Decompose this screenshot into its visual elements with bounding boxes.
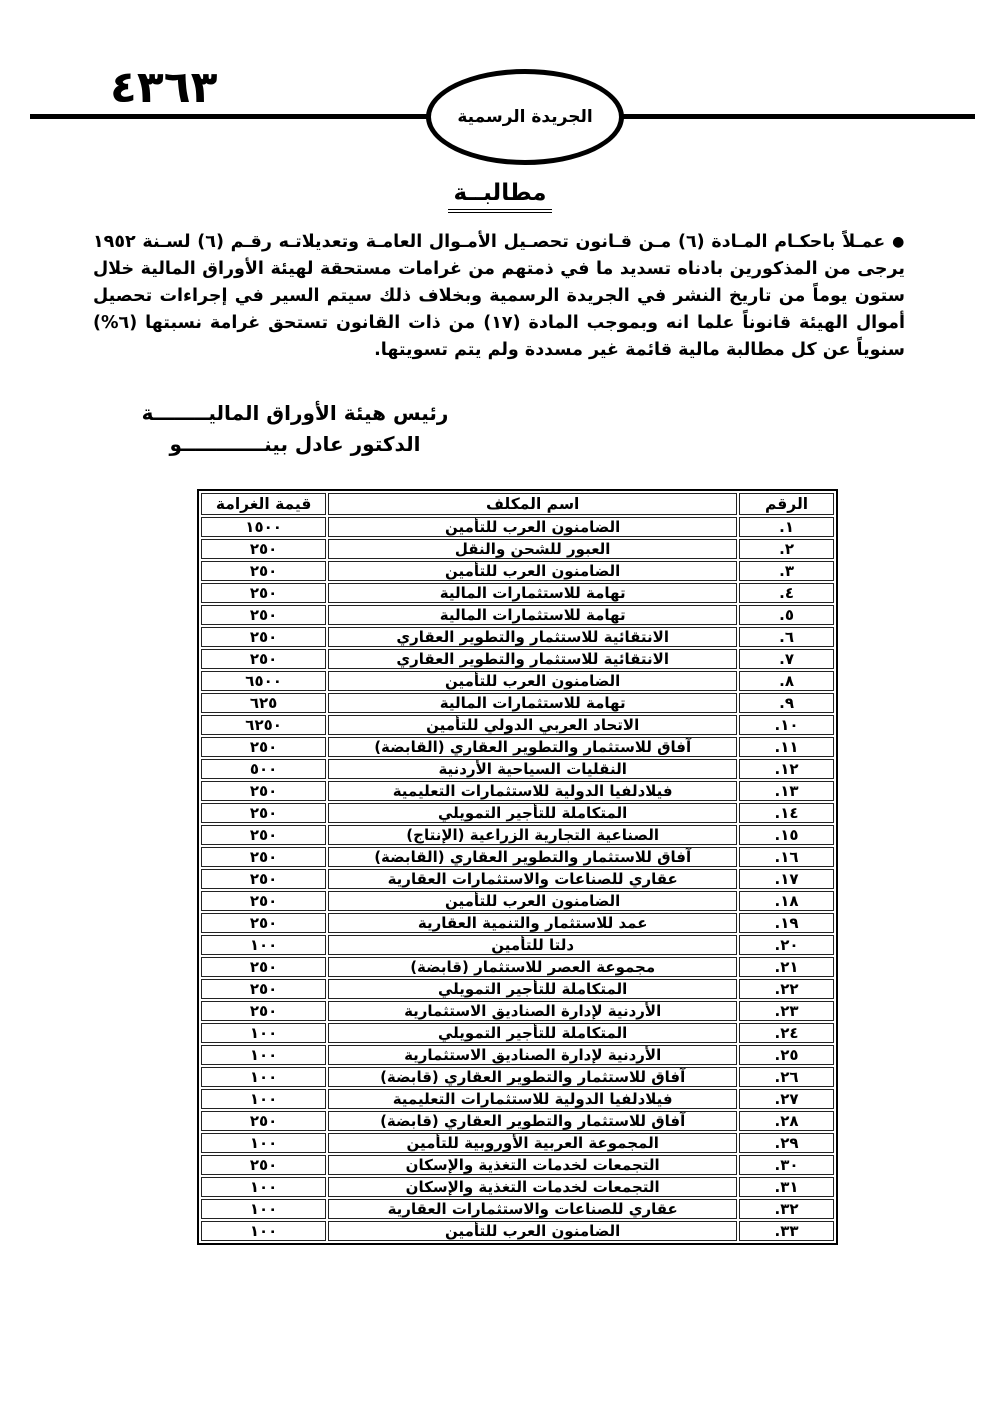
table-row bbox=[201, 957, 834, 977]
taxpayer-name-cell: الانتقائية للاستثمار والتطوير العقاري bbox=[328, 627, 737, 647]
signature-name: الدكتور عادل بينــــــــــــو bbox=[169, 432, 421, 456]
table-row bbox=[201, 539, 834, 559]
taxpayer-name-cell: النقليات السياحية الأردنية bbox=[328, 759, 737, 779]
row-number-cell: ٥. bbox=[739, 605, 834, 625]
fine-value-cell: ٢٥٠ bbox=[201, 649, 326, 669]
taxpayer-name-cell: الضامنون العرب للتأمين bbox=[328, 671, 737, 691]
row-number-cell: ١٨. bbox=[739, 891, 834, 911]
header-number: الرقم bbox=[739, 493, 834, 515]
fine-value-cell: ٢٥٠ bbox=[201, 825, 326, 845]
table-row bbox=[201, 1067, 834, 1087]
taxpayer-name-cell: عمد للاستثمار والتنمية العقارية bbox=[328, 913, 737, 933]
table-row bbox=[201, 979, 834, 999]
taxpayer-name-cell: مجموعة العصر للاستثمار (قابضة) bbox=[328, 957, 737, 977]
row-number-cell: ٨. bbox=[739, 671, 834, 691]
taxpayer-name-cell: آفاق للاستثمار والتطوير العقاري (قابضة) bbox=[328, 1111, 737, 1131]
row-number-cell: ١٠. bbox=[739, 715, 834, 735]
fine-value-cell: ١٠٠ bbox=[201, 935, 326, 955]
fine-value-cell: ٢٥٠ bbox=[201, 847, 326, 867]
table-row bbox=[201, 671, 834, 691]
taxpayer-name-cell: المجموعة العربية الأوروبية للتأمين bbox=[328, 1133, 737, 1153]
row-number-cell: ٢٥. bbox=[739, 1045, 834, 1065]
table-row bbox=[201, 1111, 834, 1131]
row-number-cell: ٢٦. bbox=[739, 1067, 834, 1087]
fine-value-cell: ٢٥٠ bbox=[201, 1111, 326, 1131]
taxpayer-name-cell: عقاري للصناعات والاستثمارات العقارية bbox=[328, 1199, 737, 1219]
table-row bbox=[201, 1001, 834, 1021]
fines-table bbox=[197, 489, 838, 1245]
taxpayer-name-cell: الانتقائية للاستثمار والتطوير العقاري bbox=[328, 649, 737, 669]
notice-text: عمـلاً باحكـام المـادة (٦) مـن قـانون تحصـيل الأمـوال العامـة وتعديلاتـه رقـم (٦) لسـنة ١٩٥٢ يرجى من المذكورين بادناه تسديد ما في ذمتهم من غرامات مستحقة لهيئة الأوراق المالية خلال ستون يوماً من تاريخ النشر في الجريدة الرسمية وبخلاف ذلك سيتم السير في إجراءات تحصيل أموال الهيئة قانوناً علما انه وبموجب المادة (١٧) من ذات القانون تستحق غرامة نسبتها (٦%) سنوياً عن كل مطالبة مالية قائمة غير مسددة ولم يتم تسويتها. bbox=[93, 232, 905, 360]
taxpayer-name-cell: دلتا للتأمين bbox=[328, 935, 737, 955]
table-row bbox=[201, 561, 834, 581]
page-number: ٤٣٦٣ bbox=[110, 62, 218, 113]
taxpayer-name-cell: المتكاملة للتأجير التمويلي bbox=[328, 803, 737, 823]
fine-value-cell: ١٠٠ bbox=[201, 1089, 326, 1109]
table-row bbox=[201, 1221, 834, 1241]
fine-value-cell: ١٠٠ bbox=[201, 1045, 326, 1065]
taxpayer-name-cell: فيلادلفيا الدولية للاستثمارات التعليمية bbox=[328, 1089, 737, 1109]
fine-value-cell: ٦٥٠٠ bbox=[201, 671, 326, 691]
signature-title: رئيس هيئة الأوراق الماليــــــــة bbox=[141, 401, 449, 425]
fine-value-cell: ٢٥٠ bbox=[201, 1001, 326, 1021]
table-row bbox=[201, 1177, 834, 1197]
taxpayer-name-cell: عقاري للصناعات والاستثمارات العقارية bbox=[328, 869, 737, 889]
table-row bbox=[201, 737, 834, 757]
taxpayer-name-cell: تهامة للاستثمارات المالية bbox=[328, 693, 737, 713]
row-number-cell: ١. bbox=[739, 517, 834, 537]
row-number-cell: ٧. bbox=[739, 649, 834, 669]
fine-value-cell: ١٠٠ bbox=[201, 1067, 326, 1087]
fine-value-cell: ١٠٠ bbox=[201, 1221, 326, 1241]
fine-value-cell: ١٠٠ bbox=[201, 1177, 326, 1197]
table-row bbox=[201, 891, 834, 911]
bullet-icon: ● bbox=[892, 234, 905, 250]
taxpayer-name-cell: الأردنية لإدارة الصناديق الاستثمارية bbox=[328, 1001, 737, 1021]
fine-value-cell: ٦٢٥ bbox=[201, 693, 326, 713]
table-row bbox=[201, 605, 834, 625]
row-number-cell: ٢٨. bbox=[739, 1111, 834, 1131]
fine-value-cell: ٢٥٠ bbox=[201, 913, 326, 933]
taxpayer-name-cell: آفاق للاستثمار والتطوير العقاري (القابضة) bbox=[328, 847, 737, 867]
table-row bbox=[201, 847, 834, 867]
table-row bbox=[201, 715, 834, 735]
table-row bbox=[201, 781, 834, 801]
table-row bbox=[201, 1089, 834, 1109]
row-number-cell: ٩. bbox=[739, 693, 834, 713]
fine-value-cell: ٢٥٠ bbox=[201, 605, 326, 625]
table-header-row bbox=[201, 493, 834, 515]
notice-paragraph bbox=[93, 229, 905, 364]
taxpayer-name-cell: المتكاملة للتأجير التمويلي bbox=[328, 979, 737, 999]
fine-value-cell: ٢٥٠ bbox=[201, 891, 326, 911]
fine-value-cell: ١٠٠ bbox=[201, 1133, 326, 1153]
row-number-cell: ٣٢. bbox=[739, 1199, 834, 1219]
row-number-cell: ١٢. bbox=[739, 759, 834, 779]
taxpayer-name-cell: الضامنون العرب للتأمين bbox=[328, 561, 737, 581]
fine-value-cell: ١٠٠ bbox=[201, 1199, 326, 1219]
taxpayer-name-cell: آفاق للاستثمار والتطوير العقاري (القابضة) bbox=[328, 737, 737, 757]
table-row bbox=[201, 693, 834, 713]
fine-value-cell: ٢٥٠ bbox=[201, 561, 326, 581]
taxpayer-name-cell: الصناعية التجارية الزراعية (الإنتاج) bbox=[328, 825, 737, 845]
gazette-label: الجريدة الرسمية bbox=[457, 107, 593, 127]
row-number-cell: ٣٠. bbox=[739, 1155, 834, 1175]
table-row bbox=[201, 869, 834, 889]
table-row bbox=[201, 1045, 834, 1065]
fine-value-cell: ٢٥٠ bbox=[201, 869, 326, 889]
fine-value-cell: ٢٥٠ bbox=[201, 1155, 326, 1175]
fine-value-cell: ١٥٠٠ bbox=[201, 517, 326, 537]
fine-value-cell: ٥٠٠ bbox=[201, 759, 326, 779]
fine-value-cell: ٢٥٠ bbox=[201, 627, 326, 647]
taxpayer-name-cell: الاتحاد العربي الدولي للتأمين bbox=[328, 715, 737, 735]
row-number-cell: ٢٣. bbox=[739, 1001, 834, 1021]
table-row bbox=[201, 627, 834, 647]
table-row bbox=[201, 935, 834, 955]
taxpayer-name-cell: آفاق للاستثمار والتطوير العقاري (قابضة) bbox=[328, 1067, 737, 1087]
taxpayer-name-cell: العبور للشحن والنقل bbox=[328, 539, 737, 559]
row-number-cell: ٢٤. bbox=[739, 1023, 834, 1043]
taxpayer-name-cell: تهامة للاستثمارات المالية bbox=[328, 605, 737, 625]
taxpayer-name-cell: الضامنون العرب للتأمين bbox=[328, 1221, 737, 1241]
header-fine-value: قيمة الغرامة bbox=[201, 493, 326, 515]
row-number-cell: ٢٩. bbox=[739, 1133, 834, 1153]
row-number-cell: ٦. bbox=[739, 627, 834, 647]
table-row bbox=[201, 1133, 834, 1153]
taxpayer-name-cell: الضامنون العرب للتأمين bbox=[328, 517, 737, 537]
fines-table-body bbox=[201, 517, 834, 1241]
table-row bbox=[201, 803, 834, 823]
row-number-cell: ٢٧. bbox=[739, 1089, 834, 1109]
gazette-seal bbox=[426, 69, 624, 165]
table-row bbox=[201, 1155, 834, 1175]
fine-value-cell: ٢٥٠ bbox=[201, 737, 326, 757]
row-number-cell: ٣. bbox=[739, 561, 834, 581]
row-number-cell: ١٣. bbox=[739, 781, 834, 801]
taxpayer-name-cell: التجمعات لخدمات التغذية والإسكان bbox=[328, 1155, 737, 1175]
fine-value-cell: ٢٥٠ bbox=[201, 979, 326, 999]
row-number-cell: ٢٢. bbox=[739, 979, 834, 999]
row-number-cell: ١٦. bbox=[739, 847, 834, 867]
table-row bbox=[201, 759, 834, 779]
row-number-cell: ٣٣. bbox=[739, 1221, 834, 1241]
taxpayer-name-cell: فيلادلفيا الدولية للاستثمارات التعليمية bbox=[328, 781, 737, 801]
table-row bbox=[201, 517, 834, 537]
table-row bbox=[201, 1199, 834, 1219]
table-row bbox=[201, 825, 834, 845]
table-row bbox=[201, 1023, 834, 1043]
document-title-text: مطالبــة bbox=[448, 180, 553, 210]
row-number-cell: ٣١. bbox=[739, 1177, 834, 1197]
taxpayer-name-cell: المتكاملة للتأجير التمويلي bbox=[328, 1023, 737, 1043]
fine-value-cell: ٦٢٥٠ bbox=[201, 715, 326, 735]
document-title bbox=[0, 180, 1000, 210]
taxpayer-name-cell: التجمعات لخدمات التغذية والإسكان bbox=[328, 1177, 737, 1197]
row-number-cell: ١١. bbox=[739, 737, 834, 757]
row-number-cell: ١٧. bbox=[739, 869, 834, 889]
fine-value-cell: ١٠٠ bbox=[201, 1023, 326, 1043]
taxpayer-name-cell: الأردنية لإدارة الصناديق الاستثمارية bbox=[328, 1045, 737, 1065]
row-number-cell: ١٩. bbox=[739, 913, 834, 933]
row-number-cell: ٢٠. bbox=[739, 935, 834, 955]
row-number-cell: ٤. bbox=[739, 583, 834, 603]
taxpayer-name-cell: تهامة للاستثمارات المالية bbox=[328, 583, 737, 603]
row-number-cell: ٢. bbox=[739, 539, 834, 559]
row-number-cell: ١٤. bbox=[739, 803, 834, 823]
header-taxpayer-name: اسم المكلف bbox=[328, 493, 737, 515]
taxpayer-name-cell: الضامنون العرب للتأمين bbox=[328, 891, 737, 911]
table-row bbox=[201, 649, 834, 669]
table-row bbox=[201, 913, 834, 933]
row-number-cell: ١٥. bbox=[739, 825, 834, 845]
fine-value-cell: ٢٥٠ bbox=[201, 781, 326, 801]
table-row bbox=[201, 583, 834, 603]
fine-value-cell: ٢٥٠ bbox=[201, 583, 326, 603]
fine-value-cell: ٢٥٠ bbox=[201, 803, 326, 823]
fine-value-cell: ٢٥٠ bbox=[201, 539, 326, 559]
row-number-cell: ٢١. bbox=[739, 957, 834, 977]
signature-block bbox=[120, 398, 470, 460]
fine-value-cell: ٢٥٠ bbox=[201, 957, 326, 977]
